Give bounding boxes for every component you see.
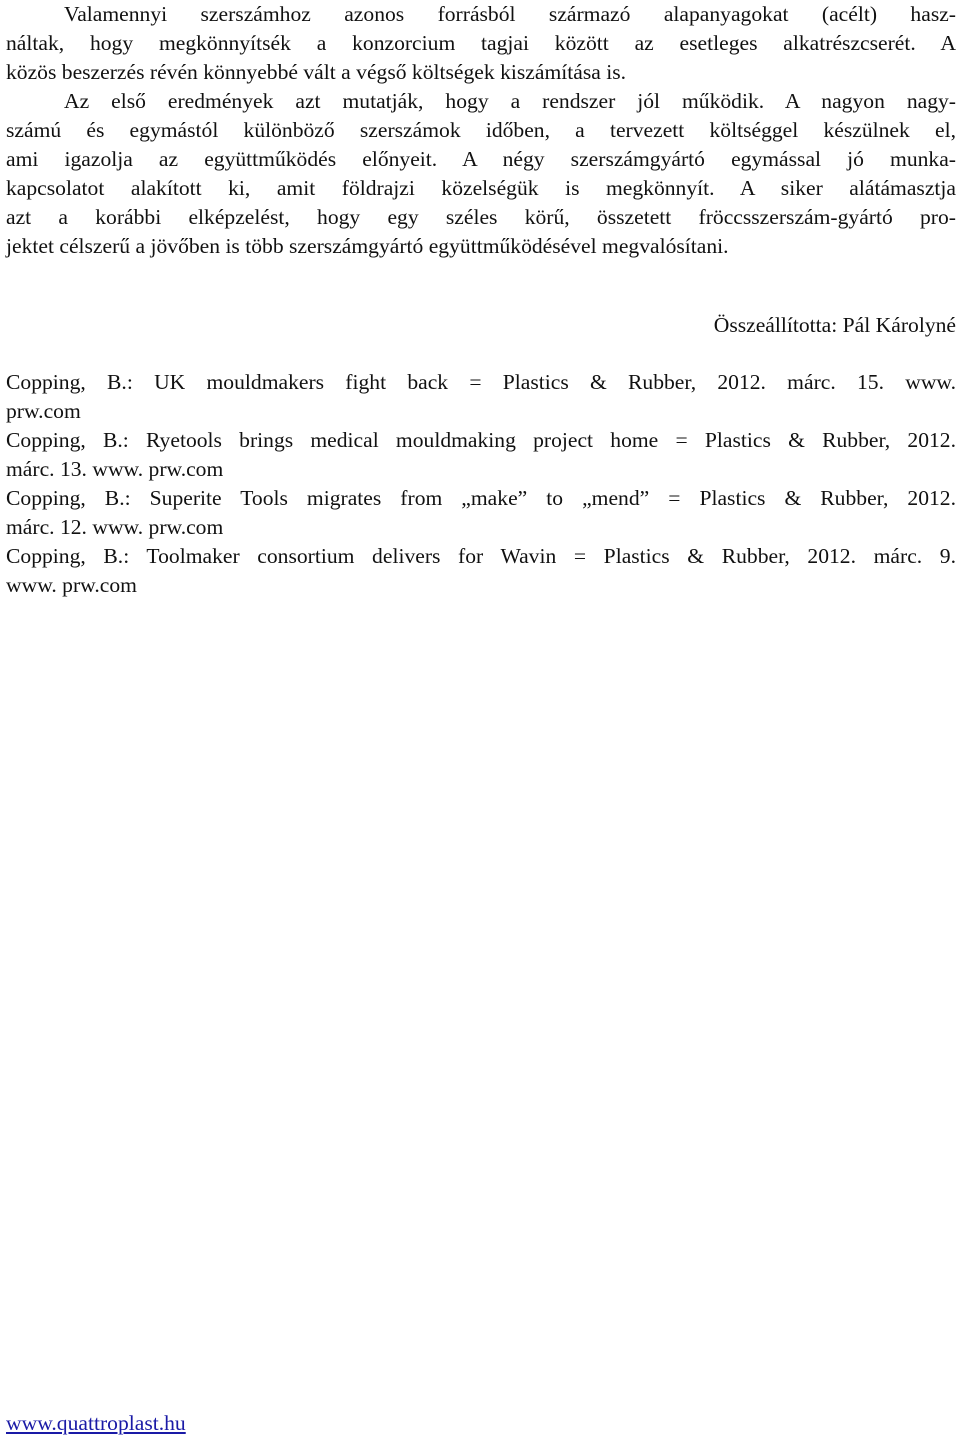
body-line: jektet célszerű a jövőben is több szerszámgyártó együttműködésével megvalósítani.	[6, 234, 729, 258]
body-line: számú és egymástól különböző szerszámok időben, a tervezett költséggel készülnek el,	[6, 118, 956, 142]
footer-website-link[interactable]: www.quattroplast.hu	[6, 1411, 186, 1435]
reference-item	[6, 542, 956, 600]
reference-list	[6, 368, 956, 600]
reference-line: Copping, B.: Ryetools brings medical mouldmaking project home = Plastics & Rubber, 2012.	[6, 428, 956, 452]
reference-line: márc. 13. www. prw.com	[6, 457, 224, 481]
body-line: náltak, hogy megkönnyítsék a konzorcium tagjai között az esetleges alkatrészcserét. A	[6, 31, 956, 55]
body-line: kapcsolatot alakított ki, amit földrajzi közelségük is megkönnyít. A siker alátámasztja	[6, 176, 956, 200]
body-text	[6, 0, 956, 261]
body-line: azt a korábbi elképzelést, hogy egy széles körű, összetett fröccsszerszám-gyártó pro-	[6, 205, 956, 229]
body-line: ami igazolja az együttműködés előnyeit. A négy szerszámgyártó egymással jó munka-	[6, 147, 956, 171]
reference-line: www. prw.com	[6, 573, 137, 597]
reference-line: Copping, B.: UK mouldmakers fight back = Plastics & Rubber, 2012. márc. 15. www.	[6, 370, 956, 394]
reference-line: prw.com	[6, 399, 81, 423]
reference-line: Copping, B.: Superite Tools migrates from „make” to „mend” = Plastics & Rubber, 2012.	[6, 486, 956, 510]
body-line: közös beszerzés révén könnyebbé vált a végső költségek kiszámítása is.	[6, 60, 627, 84]
reference-item	[6, 484, 956, 542]
reference-item	[6, 426, 956, 484]
reference-line: márc. 12. www. prw.com	[6, 515, 224, 539]
body-line: Valamennyi szerszámhoz azonos forrásból származó alapanyagokat (acélt) hasz-	[64, 2, 956, 26]
reference-item	[6, 368, 956, 426]
reference-line: Copping, B.: Toolmaker consortium delivers for Wavin = Plastics & Rubber, 2012. márc. 9.	[6, 544, 956, 568]
author-credit: Összeállította: Pál Károlyné	[713, 313, 956, 337]
body-line: Az első eredmények azt mutatják, hogy a rendszer jól működik. A nagyon nagy-	[64, 89, 956, 113]
